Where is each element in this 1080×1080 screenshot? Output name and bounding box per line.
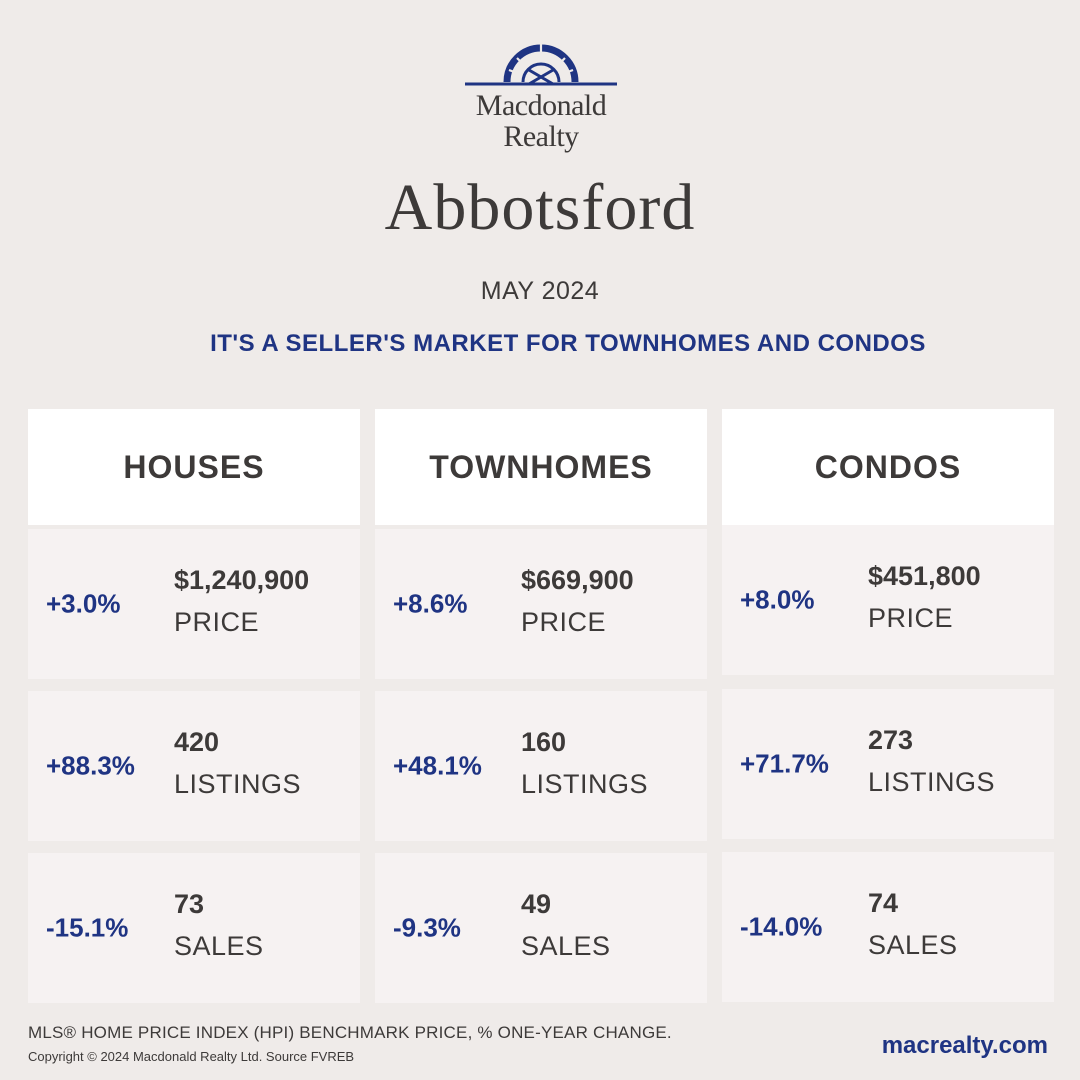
condos-price-label: PRICE bbox=[868, 603, 954, 633]
houses-column bbox=[28, 409, 360, 961]
houses-price-cell bbox=[28, 529, 360, 679]
townhomes-sales-label: SALES bbox=[521, 931, 611, 961]
website-link[interactable]: macrealty.com bbox=[881, 1032, 1048, 1059]
houses-sales-value: 73 bbox=[174, 889, 205, 919]
copyright-notice: Copyright © 2024 Macdonald Realty Ltd. Source FVREB bbox=[28, 1049, 355, 1064]
townhomes-listings-change: +48.1% bbox=[393, 750, 482, 781]
condos-price-change: +8.0% bbox=[740, 584, 815, 615]
townhomes-column bbox=[375, 409, 707, 961]
condos-listings-value: 273 bbox=[868, 725, 914, 755]
houses-listings-cell bbox=[28, 691, 360, 841]
hpi-footnote: MLS® HOME PRICE INDEX (HPI) BENCHMARK PRICE, % ONE-YEAR CHANGE. bbox=[28, 1023, 672, 1042]
houses-sales-cell bbox=[28, 853, 360, 1003]
townhomes-price-change: +8.6% bbox=[393, 588, 468, 619]
townhomes-price-value: $669,900 bbox=[521, 565, 634, 595]
houses-price-label: PRICE bbox=[174, 607, 260, 637]
condos-sales-change: -14.0% bbox=[740, 911, 823, 942]
condos-sales-value: 74 bbox=[868, 888, 899, 918]
houses-price-value: $1,240,900 bbox=[174, 565, 310, 595]
houses-sales-change: -15.1% bbox=[46, 912, 129, 943]
column-title-condos: CONDOS bbox=[722, 409, 1054, 525]
condos-sales-cell bbox=[722, 852, 1054, 1002]
condos-price-cell bbox=[722, 525, 1054, 675]
city-title: Abbotsford bbox=[384, 171, 696, 244]
market-headline: IT'S A SELLER'S MARKET FOR TOWNHOMES AND CONDOS bbox=[210, 330, 926, 357]
townhomes-price-cell bbox=[375, 529, 707, 679]
townhomes-listings-cell bbox=[375, 691, 707, 841]
houses-sales-label: SALES bbox=[174, 931, 264, 961]
brand-logo bbox=[462, 40, 620, 165]
townhomes-sales-value: 49 bbox=[521, 889, 552, 919]
report-date: MAY 2024 bbox=[480, 277, 600, 305]
houses-listings-label: LISTINGS bbox=[174, 769, 302, 799]
column-title-townhomes: TOWNHOMES bbox=[375, 409, 707, 525]
condos-sales-label: SALES bbox=[868, 930, 958, 960]
townhomes-sales-change: -9.3% bbox=[393, 912, 461, 943]
townhomes-price-label: PRICE bbox=[521, 607, 607, 637]
condos-column bbox=[722, 409, 1054, 960]
brand-name-line2: Realty bbox=[503, 120, 579, 153]
condos-listings-change: +71.7% bbox=[740, 748, 829, 779]
brand-name-line1: Macdonald bbox=[475, 89, 607, 122]
condos-listings-cell bbox=[722, 689, 1054, 839]
townhomes-listings-value: 160 bbox=[521, 727, 567, 757]
condos-price-value: $451,800 bbox=[868, 561, 981, 591]
houses-listings-value: 420 bbox=[174, 727, 220, 757]
townhomes-sales-cell bbox=[375, 853, 707, 1003]
houses-listings-change: +88.3% bbox=[46, 750, 135, 781]
condos-listings-label: LISTINGS bbox=[868, 767, 996, 797]
column-title-houses: HOUSES bbox=[28, 409, 360, 525]
sunrise-arch-logo-icon bbox=[463, 40, 619, 90]
houses-price-change: +3.0% bbox=[46, 588, 121, 619]
townhomes-listings-label: LISTINGS bbox=[521, 769, 649, 799]
